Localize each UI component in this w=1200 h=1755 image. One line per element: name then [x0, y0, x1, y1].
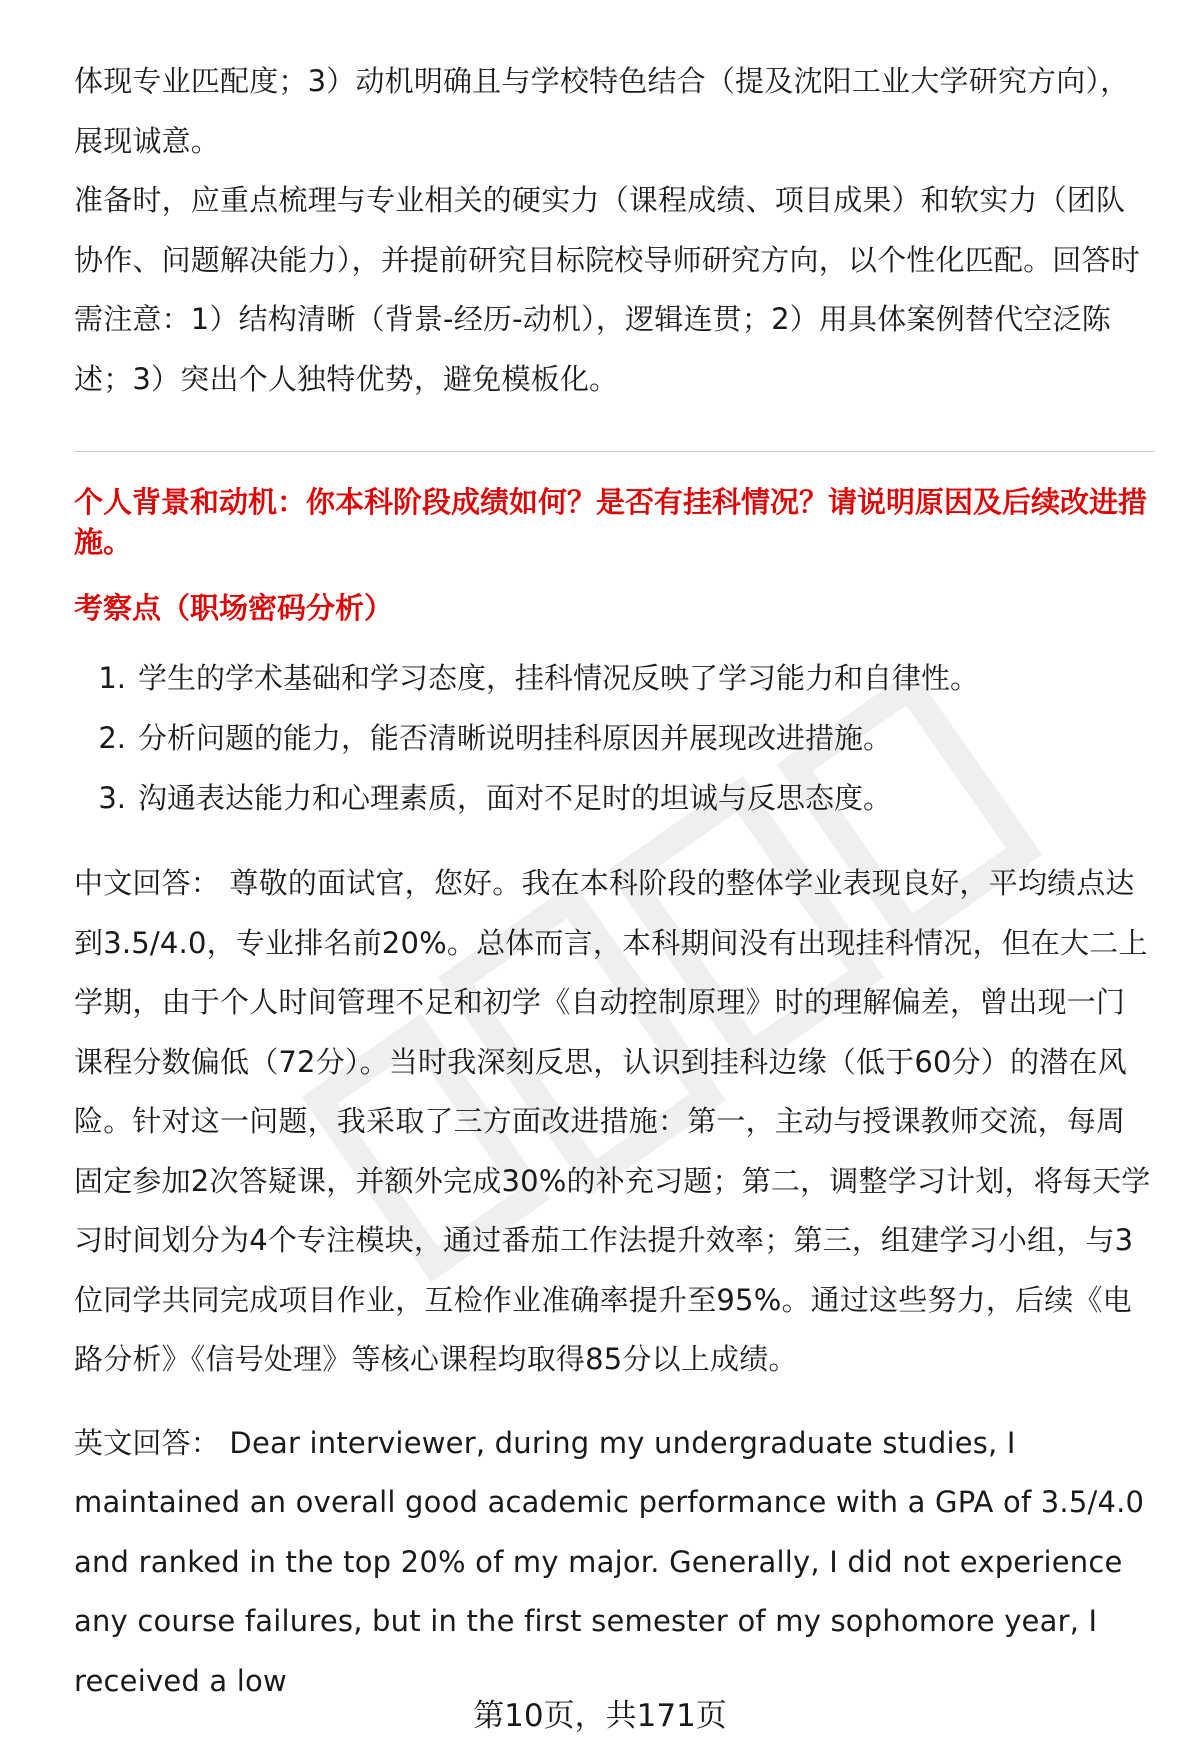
list-item	[74, 708, 1154, 768]
list-item-number: 2.	[98, 721, 126, 755]
intro-paragraph-1: 体现专业匹配度；3）动机明确且与学校特色结合（提及沈阳工业大学研究方向），展现诚意。	[74, 64, 1130, 158]
intro-paragraph-2: 准备时，应重点梳理与专业相关的硬实力（课程成绩、项目成果）和软实力（团队协作、问题解决能力），并提前研究目标院校导师研究方向，以个性化匹配。回答时需注意：1）结构清晰（背景-经历-动机），逻辑连贯；2）用具体案例替代空泛陈述；3）突出个人独特优势，避免模板化。	[74, 183, 1140, 396]
list-item-number: 3.	[98, 781, 126, 815]
list-item-text: 沟通表达能力和心理素质，面对不足时的坦诚与反思态度。	[138, 781, 893, 815]
document-page	[74, 52, 1154, 1711]
list-item-text: 分析问题的能力，能否清晰说明挂科原因并展现改进措施。	[138, 721, 893, 755]
section-divider	[74, 451, 1154, 452]
list-item-text: 学生的学术基础和学习态度，挂科情况反映了学习能力和自律性。	[138, 661, 980, 695]
english-answer: 英文回答： Dear interviewer, during my undergraduate studies, I maintained an overall good academic performance with a GPA of 3.5/4.0 and ranked in the top 20% of my major. Generally, I did not experience any course failures, but in the first semester of my sophomore year, I received a low	[74, 1425, 1145, 1698]
page-number-footer: 第10页，共171页	[473, 1698, 727, 1734]
list-item	[74, 768, 1154, 828]
assessment-points-heading: 考察点（职场密码分析）	[74, 591, 394, 625]
question-heading: 个人背景和动机：你本科阶段成绩如何？是否有挂科情况？请说明原因及后续改进措施。	[74, 485, 1148, 559]
list-item	[74, 648, 1154, 708]
assessment-points-list	[74, 648, 1154, 828]
list-item-number: 1.	[98, 661, 126, 695]
chinese-answer: 中文回答： 尊敬的面试官，您好。我在本科阶段的整体学业表现良好，平均绩点达到3.5/4.0，专业排名前20%。总体而言，本科期间没有出现挂科情况，但在大二上学期，由于个人时间管理不足和初学《自动控制原理》时的理解偏差，曾出现一门课程分数偏低（72分）。当时我深刻反思，认识到挂科边缘（低于60分）的潜在风险。针对这一问题，我采取了三方面改进措施：第一，主动与授课教师交流，每周固定参加2次答疑课，并额外完成30%的补充习题；第二，调整学习计划，将每天学习时间划分为4个专注模块，通过番茄工作法提升效率；第三，组建学习小组，与3位同学共同完成项目作业，互检作业准确率提升至95%。通过这些努力，后续《电路分析》《信号处理》等核心课程均取得85分以上成绩。	[74, 866, 1151, 1376]
